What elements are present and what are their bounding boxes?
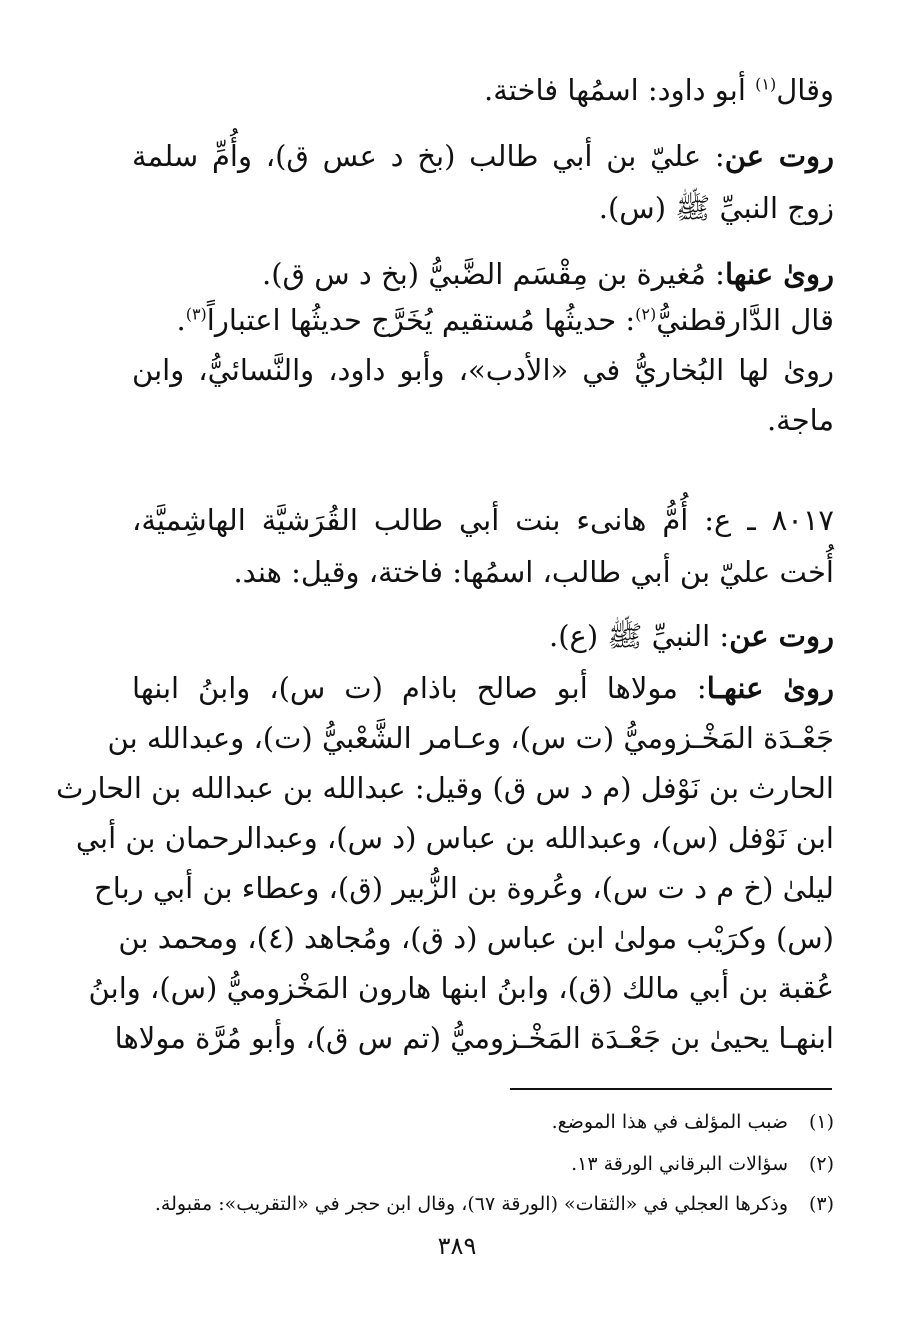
section-label-narrated-by-2: روىٰ عنهـا: [706, 671, 835, 705]
text-line-15: ليلىٰ (خ م د ت س)، وعُروة بن الزُّبير (ق)، وعطاء بن أبي رباح: [94, 871, 834, 905]
footnote-3: [155, 1190, 834, 1218]
footnote-number: (١): [808, 1111, 834, 1133]
footnote-1: [552, 1108, 834, 1136]
text-line-14: ابن نَوْفل (س)، وعبدالله بن عباس (د س)، وعبدالرحمان بن أبي: [75, 821, 834, 855]
text-line-11: روىٰ عنهـا: مولاها أبو صالح باذام (ت س)، وابنُ ابنها: [132, 671, 835, 705]
text-line-13: الحارث بن نَوْفل (م د س ق) وقيل: عبدالله بن عبدالله بن الحارث: [56, 771, 834, 805]
footnote-ref-2: (٢): [635, 304, 657, 324]
section-label-narrated-by: روىٰ عنها: [724, 257, 834, 291]
text-line-10: روت عن: النبيِّ ﷺ (ع).: [549, 619, 834, 653]
footnote-2: [571, 1150, 834, 1178]
text-line-16: (س) وكرَيْب مولىٰ ابن عباس (د ق)، ومُجاهد (٤)، ومحمد بن: [118, 921, 834, 955]
entry-heading: ٨٠١٧ ـ ع: أُمُّ هانىء بنت أبي طالب القُرَشيَّة الهاشِميَّة،: [132, 503, 834, 537]
footnote-separator: [510, 1088, 832, 1090]
footnote-ref-1: (١): [755, 74, 777, 94]
text-line-2: روت عن: عليّ بن أبي طالب (بخ د عس ق)، وأُمِّ سلمة: [132, 139, 834, 173]
footnote-text: ضبب المؤلف في هذا الموضع.: [551, 1111, 788, 1133]
text-line-3: زوج النبيِّ ﷺ (س).: [598, 191, 834, 225]
section-label-narrated-from: روت عن: [724, 139, 834, 173]
footnote-number: (٢): [808, 1153, 834, 1175]
footnote-ref-3: (٣): [185, 304, 207, 324]
text-line-17: عُقبة بن أبي مالك (ق)، وابنُ ابنها هارون المَخْزوميُّ (س)، وابنُ: [88, 971, 834, 1005]
page-number: ٣٨٩: [437, 1232, 477, 1260]
text-line-9: أُخت عليّ بن أبي طالب، اسمُها: فاختة، وقيل: هند.: [233, 555, 834, 589]
text-line-18: ابنهـا يحيىٰ بن جَعْـدَة المَخْـزوميُّ (تم س ق)، وأبو مُرَّة مولاها: [114, 1021, 834, 1055]
text-line-5: قال الدَّارقطنيُّ$^{(٢)}$: حديثُها مُستقيم يُخَرَّج حديثُها اعتباراً$^{(٣)}$.: [176, 303, 834, 337]
footnote-number: (٣): [808, 1193, 834, 1215]
footnote-text: وذكرها العجلي في «الثقات» (الورقة ٦٧)، وقال ابن حجر في «التقريب»: مقبولة.: [154, 1193, 788, 1215]
text-line-6: روىٰ لها البُخاريُّ في «الأدب»، وأبو داود، والنَّسائيُّ، وابن: [132, 353, 834, 387]
footnote-text: سؤالات البرقاني الورقة ١٣.: [571, 1153, 788, 1175]
text-line-1: وقال$^{(١)}$ أبو داود: اسمُها فاختة.: [484, 73, 834, 107]
text-line-12: جَعْـدَة المَخْـزوميُّ (ت س)، وعـامر الشَّعْبيُّ (ت)، وعبدالله بن: [107, 721, 834, 755]
text-line-7: ماجة.: [766, 403, 834, 437]
text-line-4: روىٰ عنها: مُغيرة بن مِقْسَم الضَّبيُّ (بخ د س ق).: [262, 257, 834, 291]
section-label-narrated-from-2: روت عن: [729, 619, 834, 653]
